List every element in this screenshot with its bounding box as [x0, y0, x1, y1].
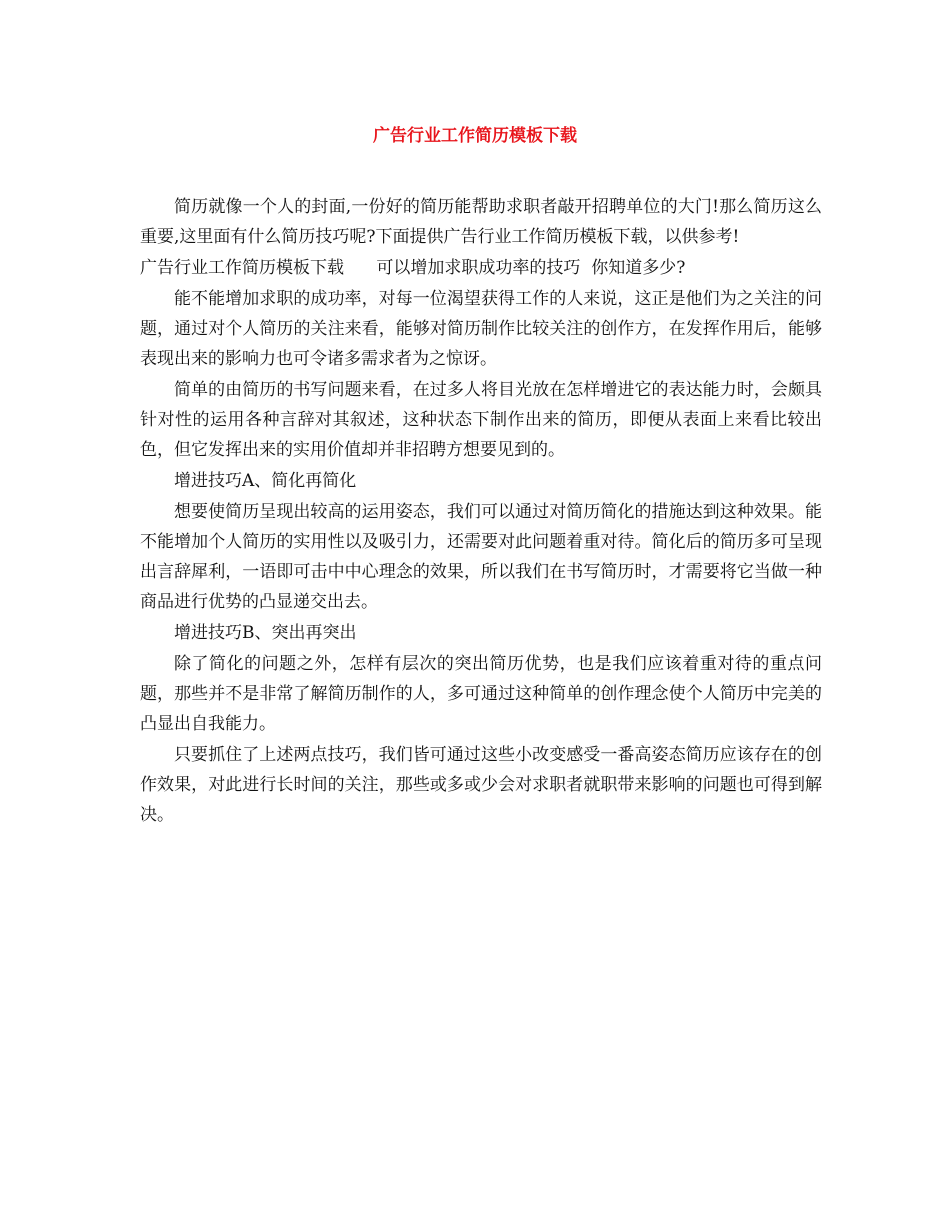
paragraph-success-rate: 能不能增加求职的成功率，对每一位渴望获得工作的人来说，这正是他们为之关注的问题，通过对个人简历的关注来看，能够对简历制作比较关注的创作方，在发挥作用后，能够表现出来的影响力也可令诸多需求者为之惊讶。	[140, 289, 822, 369]
paragraph-conclusion: 只要抓住了上述两点技巧，我们皆可通过这些小改变感受一番高姿态简历应该存在的创作效果，对此进行长时间的关注，那些或多或少会对求职者就职带来影响的问题也可得到解决。	[140, 745, 822, 825]
heading-tip-b: 增进技巧B、突出再突出	[174, 623, 357, 643]
document-body	[140, 192, 822, 831]
paragraph-subtitle: 广告行业工作简历模板下载 可以增加求职成功率的技巧 你知道多少?	[140, 258, 686, 278]
paragraph-tip-b: 除了简化的问题之外，怎样有层次的突出简历优势，也是我们应该着重对待的重点问题，那些并不是非常了解简历制作的人，多可通过这种简单的创作理念使个人简历中完美的凸显出自我能力。	[140, 654, 822, 734]
paragraph-writing-problem: 简单的由简历的书写问题来看，在过多人将目光放在怎样增进它的表达能力时，会颇具针对性的运用各种言辞对其叙述，这种状态下制作出来的简历，即便从表面上来看比较出色，但它发挥出来的实用价值却并非招聘方想要见到的。	[140, 380, 822, 460]
document-title: 广告行业工作简历模板下载	[373, 126, 577, 146]
paragraph-tip-a: 想要使简历呈现出较高的运用姿态，我们可以通过对简历简化的措施达到这种效果。能不能增加个人简历的实用性以及吸引力，还需要对此问题着重对待。简化后的简历多可呈现出言辞犀利，一语即可击中中心理念的效果，所以我们在书写简历时，才需要将它当做一种商品进行优势的凸显递交出去。	[140, 502, 822, 612]
heading-tip-a: 增进技巧A、简化再简化	[174, 471, 357, 491]
paragraph-intro: 简历就像一个人的封面,一份好的简历能帮助求职者敲开招聘单位的大门!那么简历这么重要,这里面有什么简历技巧呢?下面提供广告行业工作简历模板下载，以供参考!	[140, 197, 822, 247]
